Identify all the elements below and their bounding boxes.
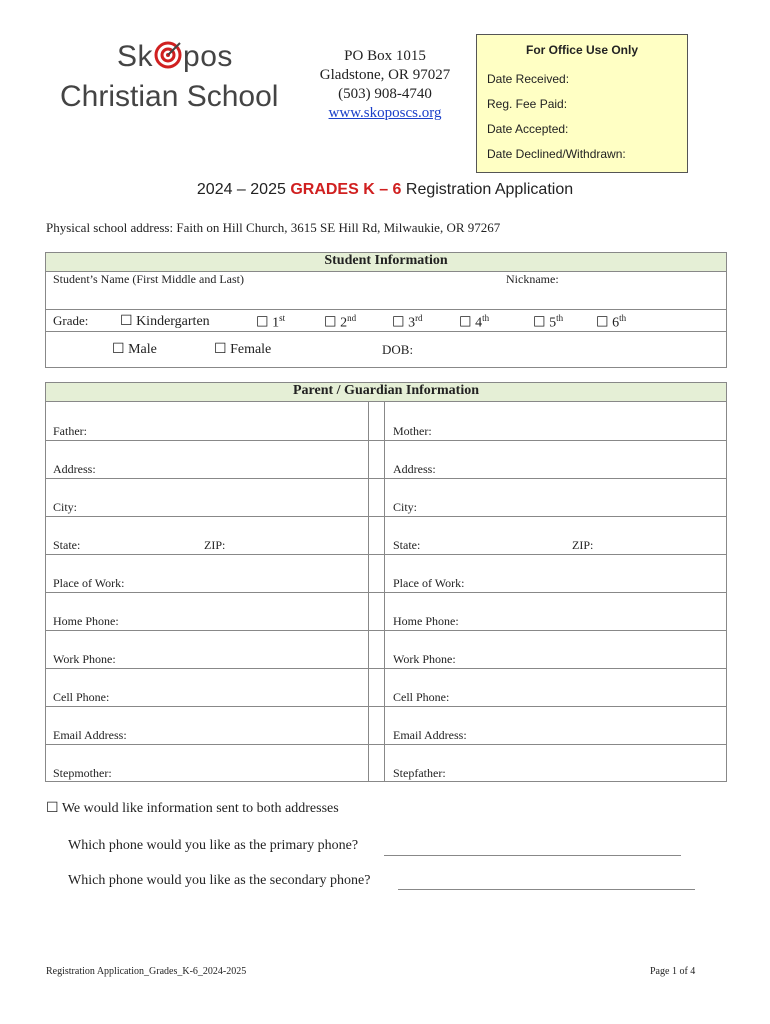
grade-4[interactable] [459, 313, 489, 332]
checkbox[interactable]: ☐ [112, 342, 125, 357]
phone-line: (503) 908-4740 [338, 86, 432, 102]
website-link[interactable]: www.skoposcs.org [328, 105, 442, 121]
grade-sup: nd [347, 313, 357, 323]
parent-info-section [45, 382, 727, 782]
male-label: Male [128, 342, 157, 357]
checkbox[interactable]: ☐ [392, 315, 405, 331]
parent-right-label: Home Phone: [393, 614, 459, 628]
parent-left-field[interactable] [46, 480, 368, 514]
grade-sup: st [279, 313, 286, 323]
grade-sup: th [482, 313, 490, 323]
grade-5[interactable] [533, 313, 563, 332]
parent-right-field[interactable] [385, 708, 725, 742]
title-rest: Registration Application [401, 181, 574, 198]
parent-left-label: Cell Phone: [53, 690, 110, 704]
parent-left-label: Stepmother: [53, 766, 112, 780]
primary-phone-field[interactable] [384, 855, 681, 856]
parent-right-field[interactable] [385, 518, 725, 552]
office-row: Date Received: [487, 72, 570, 86]
parent-left-label: Email Address: [53, 728, 127, 742]
both-addresses-option[interactable] [46, 800, 339, 817]
row-divider [46, 630, 726, 631]
nickname-label: Nickname: [506, 272, 559, 286]
parent-left-label: Father: [53, 424, 87, 438]
parent-right-field[interactable] [385, 404, 725, 438]
divider [46, 331, 726, 332]
page-number: Page 1 of 4 [650, 966, 696, 977]
grade-1[interactable] [256, 313, 285, 332]
parent-left-field[interactable] [46, 708, 368, 742]
checkbox[interactable]: ☐ [46, 801, 59, 816]
po-box: PO Box 1015 [344, 48, 426, 64]
grade-sup: th [556, 313, 564, 323]
both-addresses-label: We would like information sent to both addresses [61, 801, 339, 816]
parent-left-field[interactable] [46, 556, 368, 590]
row-divider [46, 744, 726, 745]
parent-left-field[interactable] [46, 746, 368, 780]
grade-6[interactable] [596, 313, 626, 332]
title-year: 2024 – 2025 [196, 181, 291, 198]
row-divider [46, 554, 726, 555]
logo-subtitle: Christian School [60, 80, 279, 113]
grade-label: Grade: [53, 313, 89, 328]
logo-text-b: pos [183, 40, 233, 73]
row-divider [46, 668, 726, 669]
grade-2[interactable] [324, 313, 356, 332]
row-divider [46, 478, 726, 479]
checkbox[interactable]: ☐ [214, 342, 227, 357]
grade-3[interactable] [392, 313, 423, 332]
parent-right-field[interactable] [385, 670, 725, 704]
footer-left: Registration Application_Grades_K-6_2024-2025 [46, 966, 247, 977]
parent-heading: Parent / Guardian Information [46, 383, 726, 402]
grade-num: 2 [340, 315, 348, 331]
parent-left-field[interactable] [46, 442, 368, 476]
page-title [0, 181, 770, 199]
female-option[interactable] [214, 341, 271, 358]
parent-right-label: Work Phone: [393, 652, 456, 666]
school-address [300, 47, 470, 123]
grade-num: 3 [408, 315, 416, 331]
zip-label: ZIP: [204, 538, 226, 552]
primary-phone-label: Which phone would you like as the primary phone? [68, 838, 359, 853]
parent-left-field[interactable] [46, 670, 368, 704]
checkbox[interactable]: ☐ [256, 315, 269, 331]
parent-right-label: Email Address: [393, 728, 467, 742]
male-option[interactable] [112, 341, 157, 358]
office-row: Date Declined/Withdrawn: [487, 147, 626, 161]
row-divider [46, 592, 726, 593]
parent-right-field[interactable] [385, 746, 725, 780]
checkbox[interactable]: ☐ [596, 315, 609, 331]
office-row: Date Accepted: [487, 122, 569, 136]
parent-left-field[interactable] [46, 594, 368, 628]
office-heading: For Office Use Only [525, 43, 639, 57]
grade-num: 1 [272, 315, 280, 331]
target-logo-icon [153, 40, 183, 70]
secondary-phone-field[interactable] [398, 889, 695, 890]
title-grades: GRADES K – 6 [290, 181, 402, 198]
zip-label: ZIP: [572, 538, 594, 552]
parent-left-field[interactable] [46, 632, 368, 666]
grade-num: 4 [475, 315, 483, 331]
parent-right-label: Address: [393, 462, 436, 476]
row-divider [46, 706, 726, 707]
secondary-phone-label: Which phone would you like as the secondary phone? [68, 873, 371, 888]
row-divider [46, 516, 726, 517]
school-logo [117, 40, 233, 74]
parent-left-label: Work Phone: [53, 652, 116, 666]
parent-right-field[interactable] [385, 480, 725, 514]
student-name-label: Student’s Name (First Middle and Last) [53, 272, 244, 286]
parent-right-label: Cell Phone: [393, 690, 450, 704]
grade-sup: th [619, 313, 627, 323]
parent-right-label: Mother: [393, 424, 432, 438]
parent-right-field[interactable] [385, 594, 725, 628]
office-row: Reg. Fee Paid: [487, 97, 568, 111]
parent-right-field[interactable] [385, 556, 725, 590]
grade-label-k: Kindergarten [136, 314, 210, 329]
grade-k[interactable] [120, 313, 210, 330]
parent-right-label: State: [393, 538, 421, 552]
logo-text-a: Sk [117, 40, 154, 73]
checkbox[interactable]: ☐ [459, 315, 472, 331]
checkbox[interactable]: ☐ [324, 315, 337, 331]
student-heading: Student Information [46, 253, 726, 272]
student-info-section [45, 252, 727, 368]
dob-label: DOB: [382, 342, 414, 357]
divider [46, 309, 726, 310]
city-line: Gladstone, OR 97027 [319, 67, 451, 83]
parent-right-field[interactable] [385, 632, 725, 666]
parent-left-field[interactable] [46, 518, 368, 552]
parent-left-label: Place of Work: [53, 576, 125, 590]
parent-left-label: Home Phone: [53, 614, 119, 628]
parent-left-label: State: [53, 538, 81, 552]
checkbox[interactable]: ☐ [533, 315, 546, 331]
checkbox[interactable]: ☐ [120, 314, 133, 329]
parent-left-label: City: [53, 500, 78, 514]
parent-right-label: City: [393, 500, 418, 514]
grade-sup: rd [415, 313, 423, 323]
parent-right-field[interactable] [385, 442, 725, 476]
row-divider [46, 440, 726, 441]
grade-num: 6 [612, 315, 620, 331]
parent-left-field[interactable] [46, 404, 368, 438]
parent-left-label: Address: [53, 462, 96, 476]
grade-num: 5 [549, 315, 557, 331]
office-use-box [476, 34, 688, 173]
parent-right-label: Stepfather: [393, 766, 446, 780]
parent-right-label: Place of Work: [393, 576, 465, 590]
physical-address: Physical school address: Faith on Hill Church, 3615 SE Hill Rd, Milwaukie, OR 97267 [46, 220, 501, 235]
female-label: Female [230, 342, 272, 357]
